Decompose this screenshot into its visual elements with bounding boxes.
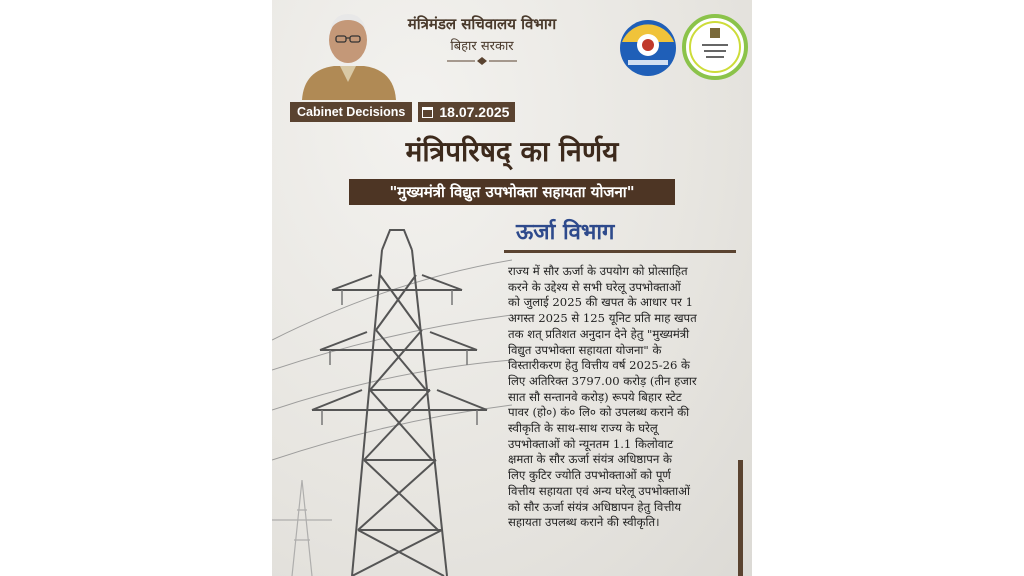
body-line: क्षमता के सौर ऊर्जा संयंत्र अधिष्ठापन के bbox=[508, 452, 672, 467]
body-line: पावर (हो०) कं० लि० को उपलब्ध कराने की bbox=[508, 405, 690, 420]
cabinet-decisions-tag: Cabinet Decisions bbox=[290, 102, 412, 122]
body-line: सात सौ सन्तानवे करोड़) रूपये बिहार स्टेट bbox=[508, 389, 682, 404]
body-line: राज्य में सौर ऊर्जा के उपयोग को प्रोत्साहित bbox=[508, 264, 688, 278]
calendar-icon bbox=[422, 107, 433, 118]
cabinet-secretariat-logo bbox=[618, 18, 678, 78]
cabinet-decision-poster bbox=[272, 0, 752, 576]
green-emblem-logo bbox=[682, 14, 748, 80]
body-line: को सौर ऊर्जा संयंत्र अधिष्ठापन हेतु वित्तीय bbox=[508, 499, 682, 514]
body-line: उपभोक्ताओं को न्यूनतम 1.1 किलोवाट bbox=[508, 436, 674, 451]
chief-minister-portrait bbox=[294, 6, 402, 100]
accent-sidebar-bar bbox=[738, 460, 743, 576]
power-tower-illustration bbox=[272, 220, 512, 576]
date-text: 18.07.2025 bbox=[439, 104, 510, 120]
body-line: वित्तीय सहायता एवं अन्य घरेलू उपभोक्ताओं bbox=[508, 483, 691, 498]
body-line: विस्तारीकरण हेतु वित्तीय वर्ष 2025-26 के bbox=[508, 358, 690, 373]
body-line: को जुलाई 2025 की खपत के आधार पर 1 bbox=[508, 295, 693, 310]
body-line: स्वीकृति के साथ-साथ राज्य के घरेलू bbox=[508, 421, 658, 436]
body-line: विद्युत उपभोक्ता सहायता योजना" के bbox=[508, 342, 662, 357]
body-line: लिए कुटिर ज्योति उपभोक्ताओं को पूर्ण bbox=[508, 468, 671, 483]
tag-row bbox=[290, 101, 515, 123]
header-block bbox=[402, 14, 562, 65]
body-line: तक शत् प्रतिशत अनुदान देने हेतु "मुख्यमंत्री bbox=[508, 326, 690, 341]
government-name: बिहार सरकार bbox=[450, 39, 514, 54]
ornament-divider bbox=[447, 57, 517, 65]
heading-underline bbox=[504, 250, 736, 253]
body-line: लिए अतिरिक्त 3797.00 करोड़ (तीन हजार bbox=[508, 373, 697, 388]
decision-body-text bbox=[508, 264, 732, 531]
scheme-banner: "मुख्यमंत्री विद्युत उपभोक्ता सहायता योजना" bbox=[349, 179, 675, 205]
department-name: मंत्रिमंडल सचिवालय विभाग bbox=[407, 15, 557, 33]
body-line: सहायता उपलब्ध कराने की स्वीकृति। bbox=[508, 515, 660, 530]
page-title: मंत्रिपरिषद् का निर्णय bbox=[405, 135, 619, 168]
body-line: करने के उद्देश्य से सभी घरेलू उपभोक्ताओं bbox=[508, 279, 681, 294]
body-line: अगस्त 2025 से 125 यूनिट प्रति माह खपत bbox=[508, 311, 697, 326]
date-badge bbox=[418, 102, 515, 122]
energy-department-heading: ऊर्जा विभाग bbox=[516, 219, 615, 245]
